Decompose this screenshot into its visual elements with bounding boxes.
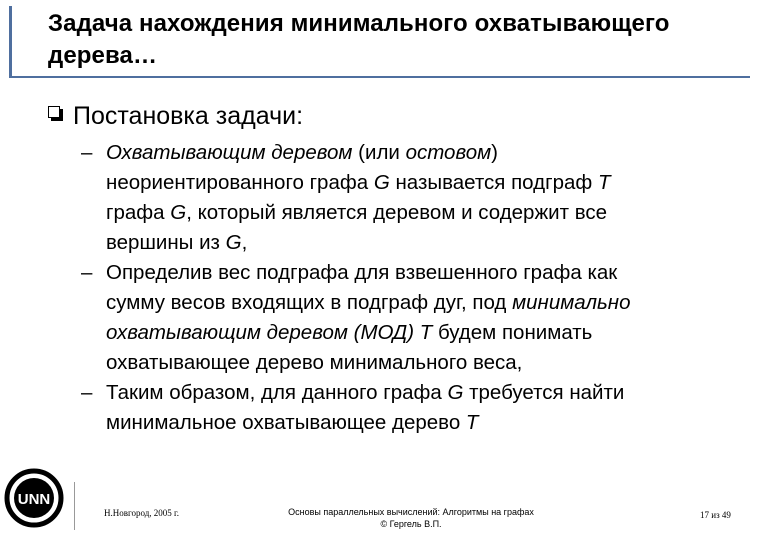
text-span: (или (352, 141, 406, 164)
list-item-line (106, 408, 735, 438)
footer-course-info (262, 506, 560, 530)
symbol-text: G (447, 381, 464, 404)
list-item-line (106, 258, 735, 288)
term-text: минимально (512, 291, 631, 314)
list-item-line (106, 138, 735, 168)
title-underline (9, 76, 750, 78)
text-span: Таким образом, для данного графа (106, 381, 448, 404)
symbol-text: G (373, 171, 390, 194)
list-item-line (106, 318, 735, 348)
logo-icon (4, 468, 64, 528)
list-item (81, 138, 735, 258)
list-item-line (106, 348, 735, 378)
list-item-line (106, 168, 735, 198)
text-span: ) (491, 141, 498, 164)
list-item-line (106, 288, 735, 318)
slide-title-line-1: Задача нахождения минимального охватывающего (48, 10, 670, 37)
dash-bullet: – (81, 261, 93, 284)
section-heading-label: Постановка задачи (73, 102, 297, 130)
text-span: неориентированного графа (106, 171, 374, 194)
text-span: , который является деревом и содержит все (186, 201, 608, 224)
text-span: , (241, 231, 248, 254)
symbol-text: T (597, 171, 611, 194)
symbol-text: G (225, 231, 242, 254)
checkbox-bullet-icon (48, 106, 60, 118)
list-item-line (106, 228, 735, 258)
dash-bullet: – (81, 381, 93, 404)
term-text: охватывающим деревом (МОД) T (106, 321, 433, 344)
list-item (81, 258, 735, 378)
dash-bullet: – (81, 141, 93, 164)
term-text: Охватывающим деревом (106, 141, 353, 164)
section-heading-colon: : (296, 102, 304, 130)
list-item-line (106, 198, 735, 228)
list-item-line (106, 378, 735, 408)
footer-course-title: Основы параллельных вычислений: Алгоритмы на графах (288, 507, 534, 517)
slide-title (48, 8, 748, 72)
text-span: минимальное охватывающее дерево (106, 411, 466, 434)
text-span: охватывающее дерево минимального веса, (106, 351, 523, 374)
symbol-text: G (170, 201, 187, 224)
footer-location-date: Н.Новгород, 2005 г. (104, 508, 179, 518)
text-span: требуется найти (463, 381, 625, 404)
definition-list (81, 138, 735, 438)
footer-author: © Гергель В.П. (380, 519, 442, 529)
text-span: сумму весов входящих в подграф дуг, под (106, 291, 513, 314)
list-item (81, 378, 735, 438)
title-accent-bar (9, 6, 12, 78)
university-logo (4, 468, 64, 528)
text-span: Определив вес подграфа для взвешенного графа как (106, 261, 618, 284)
page-number: 17 из 49 (700, 510, 731, 520)
text-span: графа (106, 201, 171, 224)
text-span: будем понимать (432, 321, 593, 344)
section-heading-text (73, 100, 303, 132)
term-text: остовом (405, 141, 492, 164)
logo-text: UNN (17, 491, 51, 508)
symbol-text: T (465, 411, 479, 434)
text-span: вершины из (106, 231, 226, 254)
text-span: называется подграф (389, 171, 598, 194)
slide-title-line-2: дерева… (48, 42, 158, 69)
footer-divider (74, 482, 75, 530)
